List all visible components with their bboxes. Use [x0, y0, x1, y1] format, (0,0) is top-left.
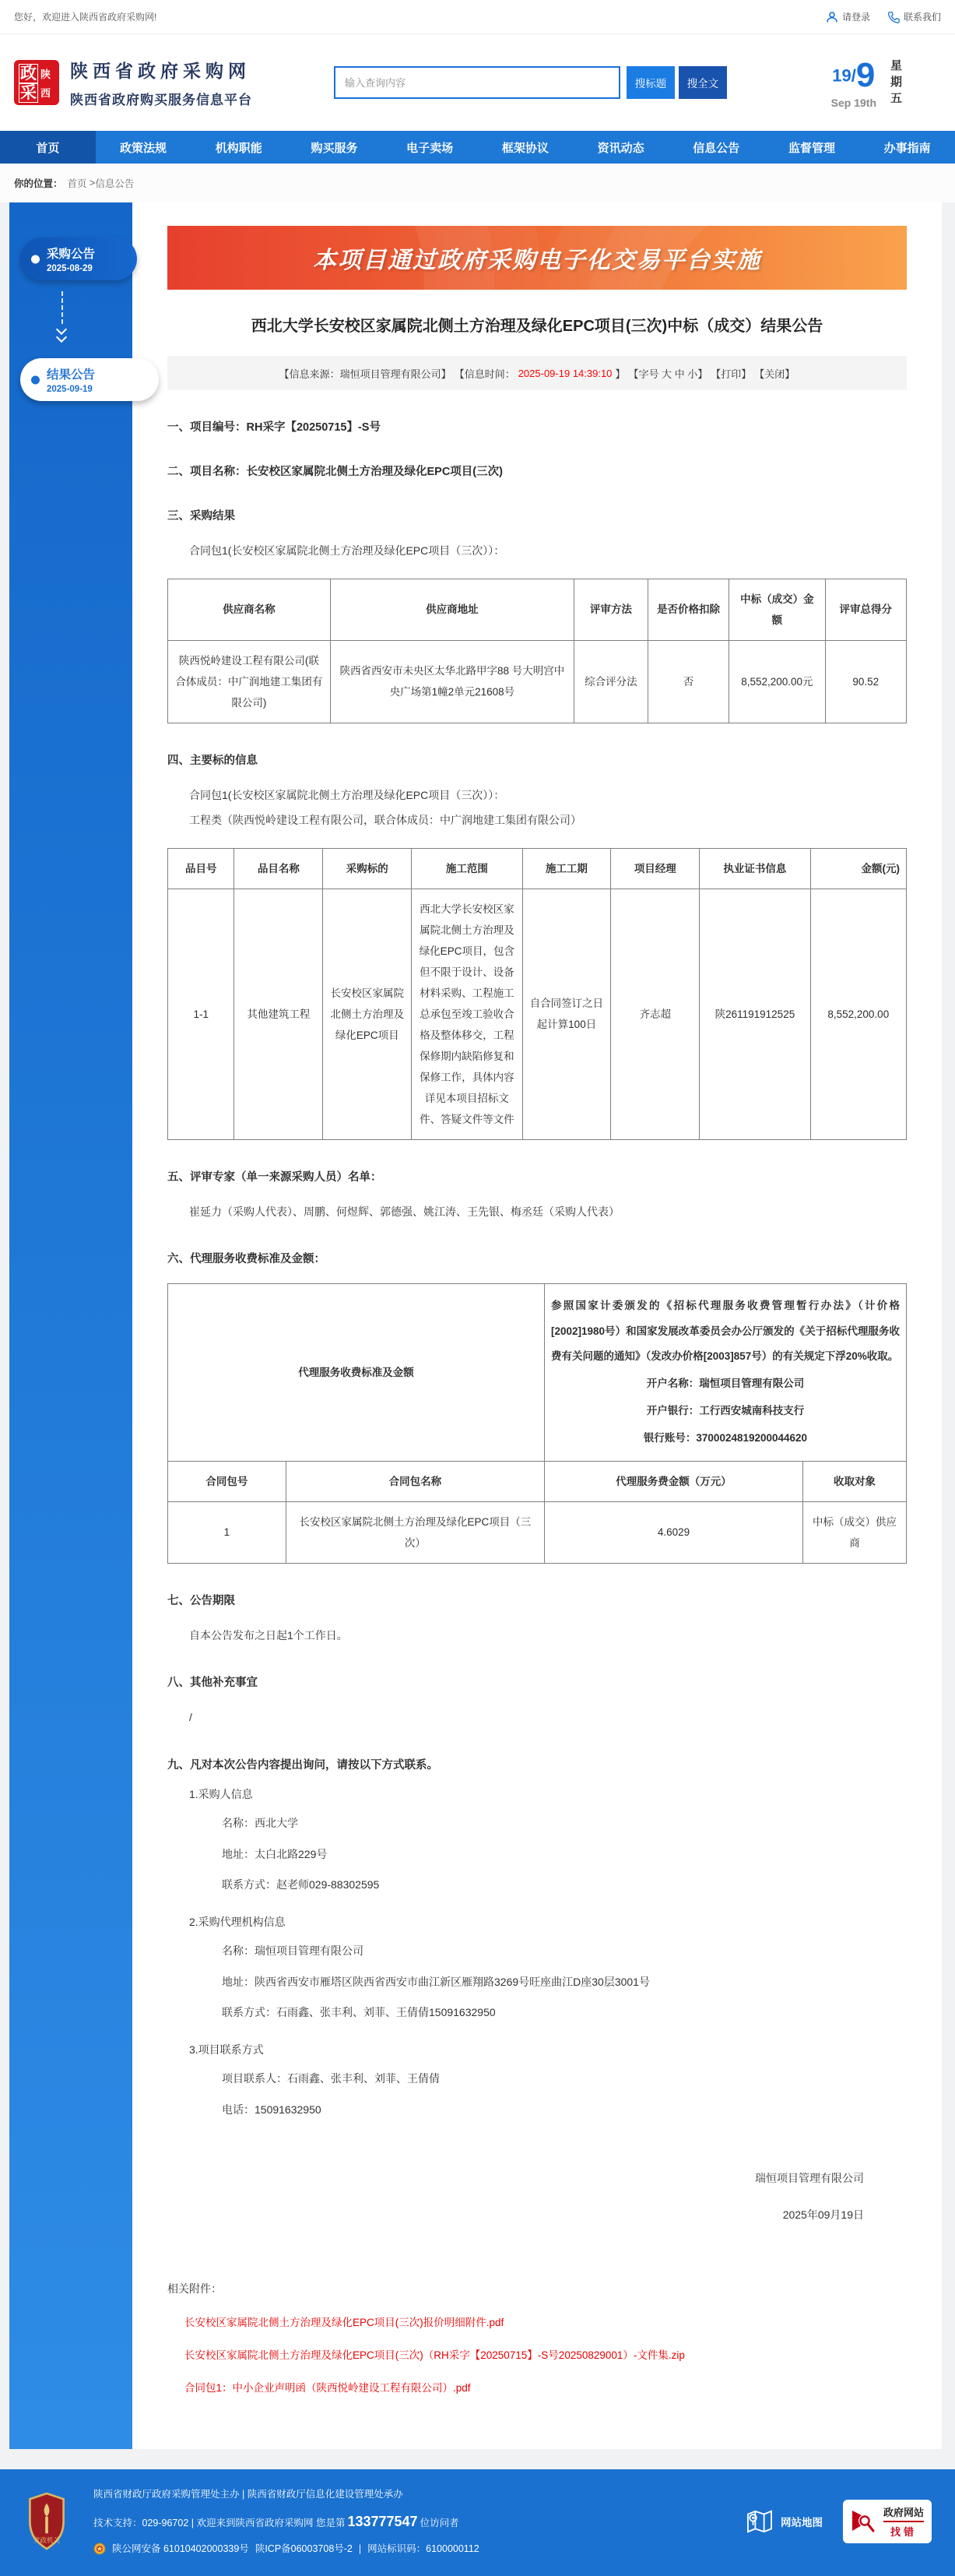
section-agency-fee: 六、代理服务收费标准及金额： [167, 1253, 325, 1266]
attachments-title: 相关附件： [167, 2282, 222, 2295]
sitemap-link[interactable]: 网站地图 [746, 2509, 823, 2534]
certificate-info: 陕261191912525 [700, 889, 810, 1139]
supplier-address: 陕西省西安市未央区太华北路甲字88 号大明宫中央广场第1幢2单元21608号 [330, 640, 574, 723]
nav-framework[interactable]: 框架协议 [501, 141, 549, 155]
search-title-button[interactable]: 搜标题 [627, 66, 675, 99]
find-error-widget[interactable]: 政府网站 找错 [843, 2500, 932, 2543]
table-row: 1 长安校区家属院北侧土方治理及绿化EPC项目（三次） 4.6029 中标（成交）供应商 [168, 1501, 907, 1563]
nav-purchase-service[interactable]: 购买服务 [311, 141, 358, 155]
footer-organizer: 陕西省财政厅政府采购管理处主办 | 陕西省财政厅信息化建设管理处承办 [93, 2488, 403, 2500]
experts-list: 崔延力（采购人代表）、周鹏、何煜辉、郭德强、姚江涛、王先银、梅丞廷（采购人代表） [189, 1205, 620, 1218]
nav-news[interactable]: 资讯动态 [597, 141, 644, 155]
footer-site-code: 网站标识码：6100000112 [367, 2543, 479, 2555]
site-footer: 党政机关 陕西省财政厅政府采购管理处主办 | 陕西省财政厅信息化建设管理处承办 技术支持：029-96702 | 欢迎来到陕西省政府采购网 您是第 133777547 位访问者 陕公网安备 61010402000339号 陕ICP备06003708号-2 | 网站标识码：6100000112 网站地图 政府网站 找错 [0, 2469, 955, 2576]
result-table: 供应商名称 供应商地址 评审方法 是否价格扣除 中标（成交）金额 评审总得分 陕西悦岭建设工程有限公司(联合体成员：中广润地建工集团有限公司) 陕西省西安市未央区太华北路甲字88 号大明宫中央广场第1幢2单元21608号 综合评分法 否 8,552,200.00元 90.52 [167, 579, 907, 723]
nav-supervision[interactable]: 监督管理 [788, 141, 835, 155]
date-month: 9 [855, 56, 876, 94]
package-note: 合同包1(长安校区家属院北侧土方治理及绿化EPC项目（三次））： [189, 544, 505, 557]
timeline-arrow-icon [54, 291, 70, 347]
purchaser-info: 1.采购人信息 名称：西北大学 地址：太白北路229号 联系方式：赵老师029-88302595 [189, 1788, 380, 1891]
timeline-sidebar [9, 202, 132, 2449]
phone-icon [887, 11, 900, 23]
table-row: 1-1 其他建筑工程 长安校区家属院北侧土方治理及绿化EPC项目 西北大学长安校区家属院北侧土方治理及绿化EPC项目，包含但不限于设计、设备材料采购、工程施工总承包至竣工验收合格及整体移交，工程保修期内缺陷修复和保修工作，具体内容详见本项目招标文件、答疑文件等文件 自合同签订之日起计算100日 齐志超 陕261191912525 8,552,200.00 [168, 889, 907, 1139]
login-link[interactable]: 请登录 [826, 10, 870, 23]
fee-label: 代理服务收费标准及金额 [168, 1284, 545, 1461]
public-security-badge-icon [93, 2543, 106, 2555]
visitor-count: 133777547 [347, 2513, 418, 2529]
map-icon [746, 2509, 773, 2534]
section-other-matters: 八、其他补充事宜 [167, 1677, 258, 1690]
nav-guide[interactable]: 办事指南 [883, 141, 931, 155]
article-meta-bar: 【信息来源：瑞恒项目管理有限公司】 【信息时间： 2025-09-19 14:39:10 】 【字号 大 中 小】 【打印】 【关闭】 [167, 356, 907, 390]
nav-functions[interactable]: 机构职能 [215, 141, 262, 155]
close-button[interactable]: 【关闭】 [754, 368, 795, 380]
section-main-bid-info: 四、主要标的信息 [167, 754, 258, 767]
supplier-name: 陕西悦岭建设工程有限公司(联合体成员：中广润地建工集团有限公司) [168, 640, 331, 723]
search-fulltext-button[interactable]: 搜全文 [679, 66, 727, 99]
section-contact: 九、凡对本次公告内容提出询问，请按以下方式联系。 [167, 1759, 438, 1772]
svg-text:党政机关: 党政机关 [33, 2536, 61, 2545]
date-widget [831, 56, 941, 109]
breadcrumb-current[interactable]: 信息公告 [95, 178, 135, 189]
table-row: 陕西悦岭建设工程有限公司(联合体成员：中广润地建工集团有限公司) 陕西省西安市未央区太华北路甲字88 号大明宫中央广场第1幢2单元21608号 综合评分法 否 8,552,200.00元 90.52 [168, 640, 907, 723]
date-day: 19/ [832, 65, 856, 86]
step-dot [31, 375, 40, 384]
section-experts: 五、评审专家（单一来源采购人员）名单： [167, 1170, 382, 1184]
find-error-logo-icon [851, 2508, 877, 2535]
footer-support: 技术支持：029-96702 | 欢迎来到陕西省政府采购网 您是第 133777547 位访问者 [93, 2513, 459, 2529]
date-weekday: 星期五 [889, 59, 902, 108]
step-procurement-announcement[interactable]: 采购公告 2025-08-29 [20, 238, 137, 280]
section-project-name: 二、项目名称：长安校区家属院北侧土方治理及绿化EPC项目(三次) [167, 466, 503, 478]
signature-date: 2025年09月19日 [782, 2208, 864, 2222]
bid-amount: 8,552,200.00 [810, 889, 906, 1139]
bid-info-table: 品目号 品目名称 采购标的 施工范围 施工工期 项目经理 执业证书信息 金额(元) 1-1 其他建筑工程 长安校区家属院北侧土方治理及绿化EPC项目 西北大学长安校区家属院北侧土方治理及绿化EPC项目，包含但不限于设计、设备材料采购、工程施工总承包至竣工验收合格及整体移交，工程保修期内缺陷修复和保修工作，具体内容详见本项目招标文件、答疑文件等文件 自合同签订之日起计算100日 齐志超 陕261191912525 8,552,200.00 [167, 848, 907, 1140]
signature-block [167, 2160, 907, 2234]
nav-announcements[interactable]: 信息公告 [693, 141, 740, 155]
attachments-section [167, 2281, 907, 2395]
project-contact-info: 3.项目联系方式 项目联系人：石雨鑫、张丰利、刘菲、王倩倩 电话：15091632950 [189, 2043, 440, 2116]
content-zone [0, 202, 955, 2469]
user-icon [826, 11, 838, 23]
contact-us-link[interactable]: 联系我们 [887, 10, 941, 23]
site-subtitle: 陕西省政府购买服务信息平台 [70, 93, 252, 107]
signature-org: 瑞恒项目管理有限公司 [755, 2171, 864, 2184]
platform-banner: 本项目通过政府采购电子化交易平台实施 [167, 226, 907, 290]
attachment-link[interactable]: 合同包1：中小企业声明函（陕西悦岭建设工程有限公司）.pdf [184, 2381, 471, 2394]
section-announcement-period: 七、公告期限 [167, 1594, 235, 1607]
top-utility-bar [0, 0, 955, 34]
nav-e-mall[interactable]: 电子卖场 [406, 141, 454, 155]
breadcrumb: 你的位置： 首页 > 信息公告 [0, 164, 955, 202]
fee-description: 参照国家计委颁发的《招标代理服务收费管理暂行办法》（计价格[2002]1980号）和国家发展改革委员会办公厅颁发的《关于招标代理服务收费有关问题的通知》（发改办价格[2003]857号）的有关规定下浮20%收取。 开户名称：瑞恒项目管理有限公司 开户银行：工行西安城南科技支行 银行账号：3700024819200044620 [544, 1284, 906, 1461]
site-header [0, 34, 955, 131]
nav-policies[interactable]: 政策法规 [120, 141, 167, 155]
construction-scope: 西北大学长安校区家属院北侧土方治理及绿化EPC项目，包含但不限于设计、设备材料采购、工程施工总承包至竣工验收合格及整体移交，工程保修期内缺陷修复和保修工作，具体内容详见本项目招标文件、答疑文件等文件 [412, 889, 522, 1139]
search-bar [334, 66, 727, 99]
site-name: 陕西省政府采购网 [70, 61, 251, 81]
step-result-announcement[interactable]: 结果公告 2025-09-19 [20, 358, 159, 401]
footer-icp[interactable]: 陕ICP备06003708号-2 [255, 2543, 353, 2555]
page-title: 西北大学长安校区家属院北侧土方治理及绿化EPC项目(三次)中标（成交）结果公告 [251, 318, 823, 335]
project-manager: 齐志超 [611, 889, 700, 1139]
award-amount: 8,552,200.00元 [729, 640, 825, 723]
agency-info: 2.采购代理机构信息 名称：瑞恒项目管理有限公司 地址：陕西省西安市雁塔区陕西省西安市曲江新区雁翔路3269号旺座曲江D座30层3001号 联系方式：石雨鑫、张丰利、刘菲、王倩倩15091632950 [189, 1915, 650, 2018]
section-project-number: 一、项目编号：RH采字【20250715】-S号 [167, 421, 381, 434]
main-nav [0, 131, 955, 164]
bank-account: 银行账号：3700024819200044620 [643, 1431, 808, 1444]
info-time: 2025-09-19 14:39:10 [518, 367, 613, 379]
search-input[interactable] [334, 66, 620, 99]
print-button[interactable]: 【打印】 [711, 368, 752, 380]
site-logo: 政 采 陕 西 [14, 60, 59, 105]
agency-fee-table: 代理服务收费标准及金额 参照国家计委颁发的《招标代理服务收费管理暂行办法》（计价格[2002]1980号）和国家发展改革委员会办公厅颁发的《关于招标代理服务收费有关问题的通知》（发改办价格[2003]857号）的有关规定下浮20%收取。 开户名称：瑞恒项目管理有限公司 开户银行：工行西安城南科技支行 银行账号：3700024819200044620 合同包号 合同包名称 代理服务费金额（万元） 收取对象 1 长安校区家属院北侧土方治理及绿化EPC项目（三次） 4.6029 中标（成交）供应商 [167, 1283, 907, 1563]
section-procurement-result: 三、采购结果 [167, 510, 235, 523]
date-english: Sep 19th [830, 97, 876, 109]
breadcrumb-home[interactable]: 首页 [67, 178, 87, 189]
review-score: 90.52 [825, 640, 906, 723]
attachment-link[interactable]: 长安校区家属院北侧土方治理及绿化EPC项目(三次)报价明细附件.pdf [184, 2316, 504, 2328]
info-source: 【信息来源：瑞恒项目管理有限公司】 [279, 368, 451, 380]
attachment-link[interactable]: 长安校区家属院北侧土方治理及绿化EPC项目(三次)（RH采字【20250715】-S号20250829001）-文件集.zip [184, 2349, 685, 2361]
fontsize-control[interactable]: 【字号 大 中 小】 [628, 368, 708, 380]
welcome-text: 您好，欢迎进入陕西省政府采购网! [14, 12, 157, 23]
article-card: 本项目通过政府采购电子化交易平台实施 西北大学长安校区家属院北侧土方治理及绿化EPC项目(三次)中标（成交）结果公告 【信息来源：瑞恒项目管理有限公司】 【信息时间： 2025-09-19 14:39:10 】 【字号 大 中 小】 【打印】 【关闭】 一、项目编号：RH采字【20250715】-S号 二、项目名称：长安校区家属院北侧土方治理及绿化EPC项目(三次) 三、采购结果 合同包1(长安校区家属院北侧土方治理及绿化EPC项目（三次））： 供应商名称 供应商地址 评审方法 是否价格扣除 中标（成交）金额 评审总得分 陕西悦岭建设工程有限公司(联合体成员：中广润地建工集团有限公司) 陕西省西安市未央区太华北路甲字88 号大明宫中央广场第1幢2单元21608号 综合评分法 否 8,552,200.00元 90.52 四、主要标的信息 合同包1(长安校区家属院北侧土方治理及绿化EPC项目（三次））： 工程类（陕西悦岭建设工程有限公司，联合体成员：中广润地建工集团有限公司） 品目号 品目名称 采购标的 施工范围 施工工期 项目经理 执业证书信息 金额(元) 1-1 其他建筑工程 长安校区家属院北侧土方治理及绿化EPC项目 西北大学长安校区家属院北侧土方治理及绿化EPC项目，包含但不限于设计、设备材料采购、工程施工总承包至竣工验收合格及整体移交，工程保修期内缺陷修复和保修工作，具体内容详见本项目招标文件、答疑文件等文件 自合同签订之日起计算100日 齐志超 陕261191912525 8,552,200.00 五、评审专家（单一来源采购人员）名单： 崔延力（采购人代表）、周鹏、何煜辉、郭德强、姚江涛、王先银、梅丞廷（采购人代表） 六、代理服务收费标准及金额： 代理服务收费标准及金额 参照国家计委颁发的《招标代理服务收费管理暂行办法》（计价格[2002]1980号）和国家发展改革委员会办公厅颁发的《关于招标代理服务收费有关问题的通知》（发改办价格[2003]857号）的有关规定下浮20%收取。 开户名称：瑞恒项目管理有限公司 开户银行：工行西安城南科技支行 银行账号：3700024819200044620 合同包号 合同包名称 代理服务费金额（万元） 收取对象 1 长安校区家属院北侧土方治理及绿化EPC项目（三次） 4.6029 中标（成交）供应商 七、公告期限 自本公告发布之日起1个工作日。 八、其他补充事宜 / 九、凡对本次公告内容提出询问，请按以下方式联系。 1.采购人信息 名称：西北大学 地址：太白北路229号 联系方式：赵老师029-88302595 2.采购代理机构信息 名称：瑞恒项目管理有限公司 地址：陕西省西安市雁塔区陕西省西安市曲江新区雁翔路3269号旺座曲江D座30层3001号 联系方式：石雨鑫、张丰利、刘菲、王倩倩15091632950 3.项目联系方式 项目联系人：石雨鑫、张丰利、刘菲、王倩倩 电话：15091632950 瑞恒项目管理有限公司 2025年09月19日 相关附件： 长安校区家属院北侧土方治理及绿化EPC项目(三次)报价明细附件.pdf 长安校区家属院北侧土方治理及绿化EPC项目(三次)（RH采字【20250715】-S号20250829001）-文件集.zip 合同包1：中小企业声明函（陕西悦岭建设工程有限公司）.pdf [132, 202, 942, 2449]
footer-beian[interactable]: 陕公网安备 61010402000339号 [112, 2543, 249, 2555]
step-dot [31, 255, 40, 263]
nav-home[interactable]: 首页 [0, 131, 96, 164]
party-government-badge-icon [26, 2492, 68, 2551]
agency-fee-amount: 4.6029 [544, 1501, 802, 1563]
